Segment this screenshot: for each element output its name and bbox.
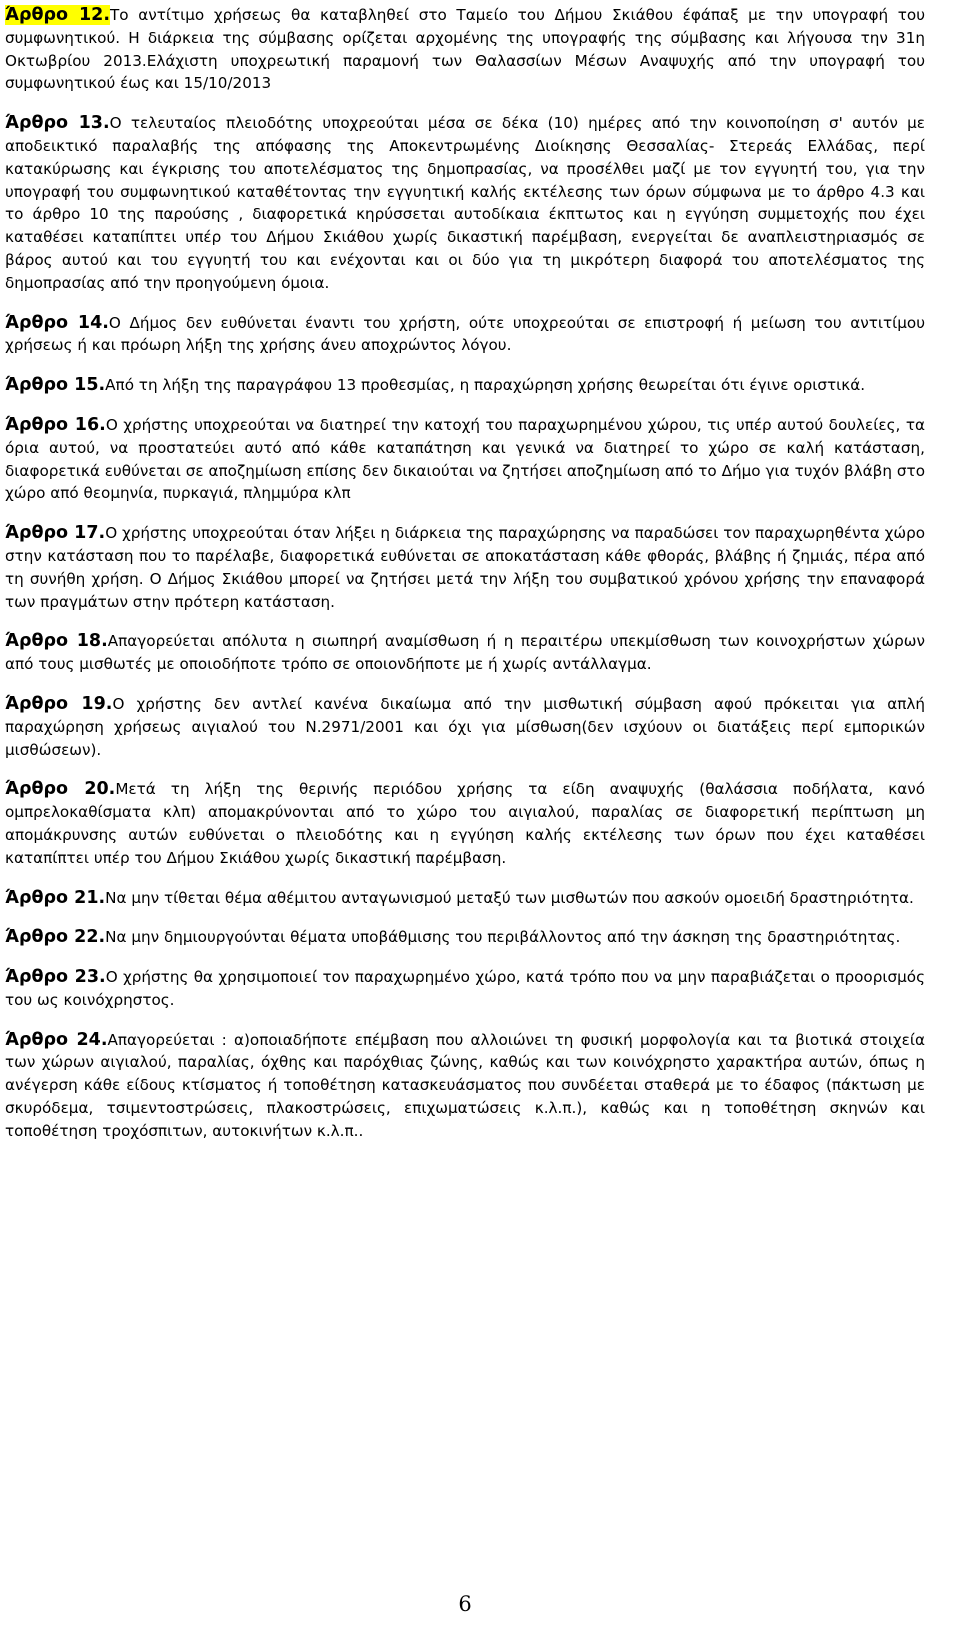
article-14-heading: Άρθρο 14. bbox=[5, 312, 109, 333]
article-16-heading: Άρθρο 16. bbox=[5, 414, 106, 435]
article-20 bbox=[5, 778, 925, 869]
article-16-text: Ο χρήστης υποχρεούται να διατηρεί την κατοχή του παραχωρημένου χώρου, τις υπέρ αυτού δουλείες, τα όρια αυτού, να προστατεύει αυτό από κάθε καταπάτηση και γενικά να διατηρεί το χώρο σε καλή κατάσταση, διαφορετικά ευθύνεται σε αποζημίωση επίσης δεν δικαιούται να ζητήσει αποζημίωση από το Δήμο για τυχόν βλάβη στο χώρο από θεομηνία, πυρκαγιά, πλημμύρα κλπ bbox=[5, 415, 925, 503]
article-24-heading: Άρθρο 24. bbox=[5, 1029, 108, 1050]
article-24 bbox=[5, 1029, 925, 1143]
article-15 bbox=[5, 374, 925, 397]
article-20-text: Μετά τη λήξη της θερινής περιόδου χρήσης τα είδη αναψυχής (θαλάσσια ποδήλατα, κανό ομπρελοκαθίσματα κλπ) απομακρύνονται από το χώρο του αιγιαλού, παραλίας σε διαφορετική περίπτωση μη απομάκρυνσης αυτών ευθύνεται ο πλειοδότης και η εγγύηση καλής εκτέλεσης των όρων που έχει καταθέσει καταπίπτει υπέρ του Δήμου Σκιάθου χωρίς δικαστική παρέμβαση. bbox=[5, 780, 925, 867]
article-14 bbox=[5, 312, 925, 358]
article-19-text: Ο χρήστης δεν αντλεί κανένα δικαίωμα από την μισθωτική σύμβαση αφού πρόκειται για απλή παραχώρηση χρήσεως αιγιαλού του Ν.2971/2001 και όχι για μίσθωση(δεν ισχύουν οι διατάξεις περί εμπορικών μισθώσεων). bbox=[5, 694, 925, 759]
article-22-heading: Άρθρο 22. bbox=[5, 927, 106, 948]
article-13-text: Ο τελευταίος πλειοδότης υποχρεούται μέσα σε δέκα (10) ημέρες από την κοινοποίηση σ' αυτόν με αποδεικτικό παραλαβής της απόφασης της Αποκεντρωμένης Διοίκησης Θεσσαλίας- Στερεάς Ελλάδας, περί κατακύρωσης και έγκρισης του αποτελέσματος της δημοπρασίας, να προσέλθει μαζί με τον εγγυητή του, για την υπογραφή του συμφωνητικού καταθέτοντας την εγγυητική καλής εκτέλεσης των όρων σύμφωνα με το άρθρο 4.3 και το άρθρο 10 της παρούσης , διαφορετικά κηρύσσεται αυτοδίκαια έκπτωτος και η εγγύηση συμμετοχής που έχει καταθέσει καταπίπτει υπέρ του Δήμου Σκιάθου χωρίς δικαστική παρέμβαση, ενεργείται δε αναπλειστηριασμός σε βάρος αυτού και του εγγυητή του και ενέχονται και οι δύο για τη μικρότερη διαφορά του αποτελέσματος της δημοπρασίας από την προηγούμενη όμοια. bbox=[5, 114, 925, 292]
article-22-text: Να μην δημιουργούνται θέματα υποβάθμισης του περιβάλλοντος από την άσκηση της δραστηριότητας. bbox=[105, 928, 901, 947]
article-19-heading: Άρθρο 19. bbox=[5, 693, 113, 714]
article-22 bbox=[5, 926, 925, 949]
page-number: 6 bbox=[458, 1592, 472, 1616]
article-23-text: Ο χρήστης θα χρησιμοποιεί τον παραχωρημένο χώρο, κατά τρόπο που να μην παραβιάζεται ο προορισμός του ως κοινόχρηστος. bbox=[5, 968, 925, 1009]
article-23-heading: Άρθρο 23. bbox=[5, 967, 106, 988]
article-16 bbox=[5, 414, 925, 505]
article-17-heading: Άρθρο 17. bbox=[5, 523, 106, 544]
article-12-heading: Άρθρο 12. bbox=[5, 5, 110, 25]
article-21-text: Να μην τίθεται θέμα αθέμιτου ανταγωνισμού μεταξύ των μισθωτών που ασκούν ομοειδή δραστηριότητα. bbox=[105, 888, 914, 907]
article-18 bbox=[5, 630, 925, 676]
article-20-heading: Άρθρο 20. bbox=[5, 779, 116, 800]
article-18-heading: Άρθρο 18. bbox=[5, 631, 108, 652]
article-17-text: Ο χρήστης υποχρεούται όταν λήξει η διάρκεια της παραχώρησης να παραδώσει τον παραχωρηθέντα χώρο στην κατάσταση που το παρέλαβε, διαφορετικά ευθύνεται σε αποκατάσταση κάθε φθοράς, βλάβης ή ζημιάς, πέρα από τη συνήθη χρήση. Ο Δήμος Σκιάθου μπορεί να ζητήσει μετά την λήξη του συμβατικού χρόνου χρήσης την επαναφορά των πραγμάτων στην πρότερη κατάσταση. bbox=[5, 524, 925, 611]
document-page bbox=[5, 4, 925, 1143]
article-13-heading: Άρθρο 13. bbox=[5, 113, 110, 134]
article-12 bbox=[5, 4, 925, 95]
article-21 bbox=[5, 887, 925, 910]
article-14-text: Ο Δήμος δεν ευθύνεται έναντι του χρήστη, ούτε υποχρεούται σε επιστροφή ή μείωση του αντιτίμου χρήσεως ή και πρόωρη λήξη της χρήσης άνευ αποχρώντος λόγου. bbox=[5, 313, 925, 355]
article-15-text: Από τη λήξη της παραγράφου 13 προθεσμίας, η παραχώρηση χρήσης θεωρείται ότι έγινε οριστικά. bbox=[105, 376, 866, 395]
article-18-text: Απαγορεύεται απόλυτα η σιωπηρή αναμίσθωση ή η περαιτέρω υπεκμίσθωση των κοινοχρήστων χώρων από τους μισθωτές με οποιοδήποτε τρόπο σε οποιονδήποτε με ή χωρίς αντάλλαγμα. bbox=[5, 632, 925, 674]
article-24-text: Απαγορεύεται : α)οποιαδήποτε επέμβαση που αλλοιώνει τη φυσική μορφολογία και τα βιοτικά στοιχεία των χώρων αιγιαλού, παραλίας, όχθης και παρόχθιας ζώνης, καθώς και των κοινόχρηστο χαρακτήρα αυτών, όπως η ανέγερση κάθε είδους κτίσματος ή τοποθέτηση κατασκευάσματος που συνδέεται σταθερά με το έδαφος (πάκτωση με σκυρόδεμα, τσιμεντοστρώσεις, πλακοστρώσεις, επιχωματώσεις κ.λ.π.), καθώς και η τοποθέτηση σκηνών και τοποθέτηση τροχόσπιτων, αυτοκινήτων κ.λ.π.. bbox=[5, 1030, 925, 1140]
article-12-text: Το αντίτιμο χρήσεως θα καταβληθεί στο Ταμείο του Δήμου Σκιάθου έφάπαξ με την υπογραφή του συμφωνητικού. Η διάρκεια της σύμβασης ορίζεται αρχομένης της υπογραφής της σύμβασης και λήγουσα την 31η Οκτωβρίου 2013.Ελάχιστη υποχρεωτική παραμονή των Θαλασσίων Μέσων Αναψυχής από την υπογραφή του συμφωνητικού έως και 15/10/2013 bbox=[5, 6, 925, 93]
article-17 bbox=[5, 522, 925, 613]
article-21-heading: Άρθρο 21. bbox=[5, 887, 106, 908]
article-15-heading: Άρθρο 15. bbox=[5, 375, 106, 396]
article-23 bbox=[5, 966, 925, 1012]
article-19 bbox=[5, 693, 925, 761]
article-13 bbox=[5, 112, 925, 294]
